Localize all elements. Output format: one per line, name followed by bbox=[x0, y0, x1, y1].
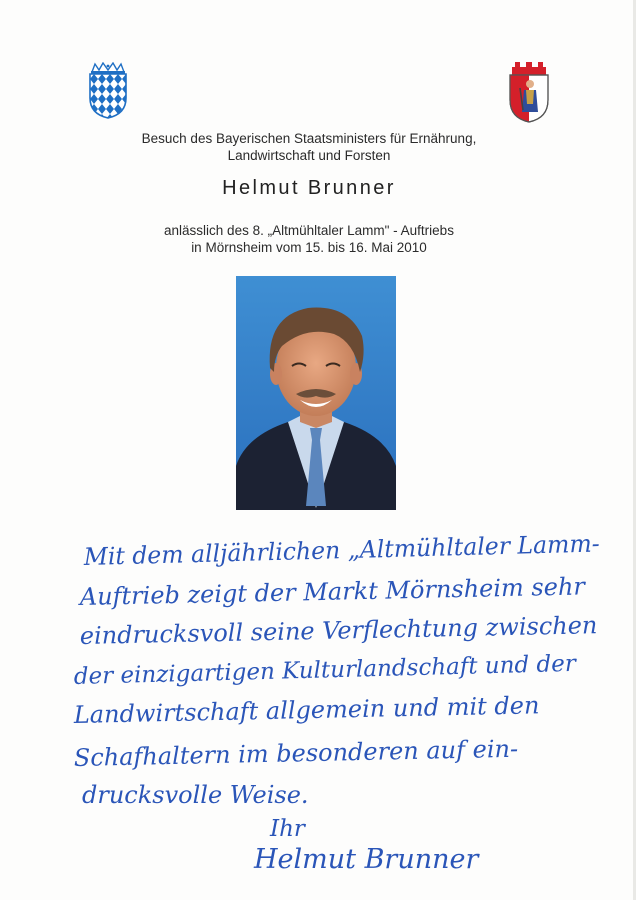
header-line-4: in Mörnsheim vom 15. bis 16. Mai 2010 bbox=[191, 240, 427, 255]
handwritten-line-3: eindrucksvoll seine Verflechtung zwischen bbox=[79, 611, 598, 650]
header-line-3: anlässlich des 8. „Altmühltaler Lamm" - Auftriebs bbox=[164, 223, 454, 238]
handwritten-line-7: drucksvolle Weise. bbox=[82, 781, 309, 809]
minister-name: Helmut Brunner bbox=[222, 177, 396, 199]
handwritten-line-2: Auftrieb zeigt der Markt Mörnsheim sehr bbox=[79, 572, 586, 611]
handwritten-line-4: der einzigartigen Kulturlandschaft und der bbox=[73, 650, 577, 690]
closing-word: Ihr bbox=[270, 816, 305, 842]
header-line-1: Besuch des Bayerischen Staatsministers für Ernährung, bbox=[141, 131, 477, 146]
portrait-photo bbox=[236, 276, 396, 510]
signature: Helmut Brunner bbox=[254, 844, 479, 875]
bavaria-coat-of-arms-icon bbox=[86, 62, 130, 120]
handwritten-line-1: Mit dem alljährlichen „Altmühltaler Lamm- bbox=[83, 529, 611, 571]
handwritten-line-6: Schafhaltern im besonderen auf ein- bbox=[73, 734, 519, 772]
handwritten-line-5: Landwirtschaft allgemein und mit den bbox=[73, 691, 540, 729]
header-line-2: Landwirtschaft und Forsten bbox=[227, 148, 391, 163]
moernsheim-coat-of-arms-icon bbox=[507, 60, 551, 124]
